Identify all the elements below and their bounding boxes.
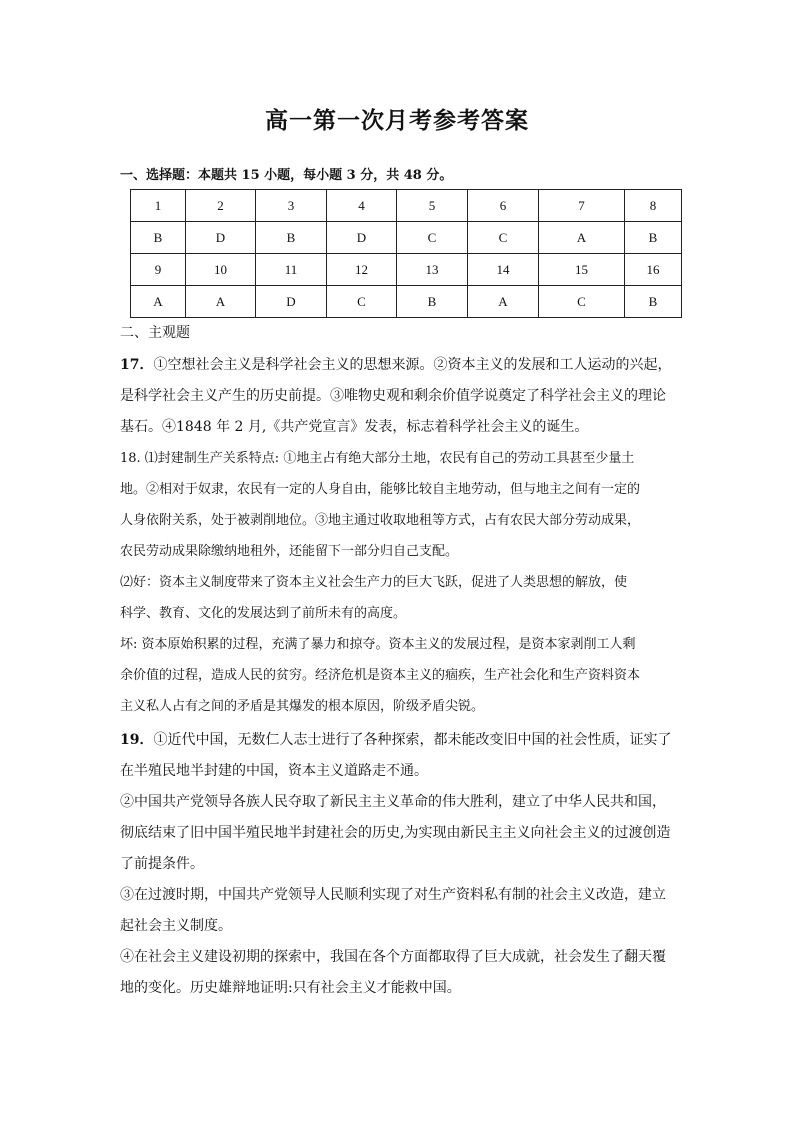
answer-line: ②中国共产党领导各族人民夺取了新民主主义革命的伟大胜利，建立了中华人民共和国， — [120, 794, 666, 810]
answer-line: ③在过渡时期，中国共产党领导人民顺利实现了对生产资料私有制的社会主义改造，建立 — [120, 887, 666, 903]
table-cell: C — [539, 286, 625, 318]
answer-line — [120, 350, 680, 381]
answer-line: 起社会主义制度。 — [120, 918, 232, 934]
table-cell: B — [131, 222, 186, 254]
table-cell: D — [327, 222, 397, 254]
table-cell: 5 — [397, 190, 468, 222]
answer-line: 科学、教育、文化的发展达到了前所未有的高度。 — [120, 606, 407, 621]
table-cell: 11 — [256, 254, 327, 286]
table-cell: 16 — [625, 254, 682, 286]
table-cell: B — [625, 286, 682, 318]
answer-text: ①空想社会主义是科学社会主义的思想来源。②资本主义的发展和工人运动的兴起， — [153, 357, 672, 373]
table-cell: C — [327, 286, 397, 318]
answer-line: 人身依附关系，处于被剥削地位。③地主通过收取地租等方式，占有农民大部分劳动成果， — [120, 513, 641, 528]
table-cell: 2 — [186, 190, 256, 222]
table-cell: 12 — [327, 254, 397, 286]
table-cell: A — [131, 286, 186, 318]
answer-line: 了前提条件。 — [120, 856, 204, 872]
table-cell: A — [186, 286, 256, 318]
section1-heading: 一、选择题：本题共 15 小题，每小题 3 分，共 48 分。 — [120, 168, 453, 183]
page-title: 高一第一次月考参考答案 — [265, 107, 529, 134]
table-cell: 13 — [397, 254, 468, 286]
table-row — [131, 254, 682, 286]
answer-line: 是科学社会主义产生的历史前提。③唯物史观和剩余价值学说奠定了科学社会主义的理论 — [120, 388, 666, 404]
table-cell: B — [625, 222, 682, 254]
table-cell: D — [256, 286, 327, 318]
table-cell: A — [539, 222, 625, 254]
answer-table — [130, 189, 682, 318]
answer-line: 彻底结束了旧中国半殖民地半封建社会的历史,为实现由新民主主义向社会主义的过渡创造 — [120, 825, 671, 841]
question-number: 17． — [120, 357, 154, 373]
answer-line: 地。②相对于奴隶，农民有一定的人身自由，能够比较自主地劳动，但与地主之间有一定的 — [120, 482, 641, 497]
answer-line: 农民劳动成果除缴纳地租外，还能留下一部分归自己支配。 — [120, 544, 459, 559]
table-cell: 9 — [131, 254, 186, 286]
table-row — [131, 222, 682, 254]
table-cell: 15 — [539, 254, 625, 286]
table-cell: A — [468, 286, 539, 318]
table-cell: 1 — [131, 190, 186, 222]
table-cell: B — [397, 286, 468, 318]
answer-line — [120, 725, 680, 756]
answer-line: 坏: 资本原始积累的过程，充满了暴力和掠夺。资本主义的发展过程，是资本家剥削工人剩 — [120, 637, 636, 652]
answer-line: 在半殖民地半封建的中国，资本主义道路走不通。 — [120, 763, 428, 779]
table-cell: 10 — [186, 254, 256, 286]
answer-line: 余价值的过程，造成人民的贫穷。经济危机是资本主义的痼疾，生产社会化和生产资料资本 — [120, 668, 641, 683]
answer-line: ⑵好：资本主义制度带来了资本主义社会生产力的巨大飞跃，促进了人类思想的解放，使 — [120, 575, 628, 590]
table-cell: 3 — [256, 190, 327, 222]
table-cell: 8 — [625, 190, 682, 222]
question-number: 19． — [120, 732, 154, 748]
answer-line: 地的变化。历史雄辩地证明:只有社会主义才能救中国。 — [120, 980, 461, 996]
table-cell: C — [397, 222, 468, 254]
table-cell: 14 — [468, 254, 539, 286]
answer-line: ④在社会主义建设初期的探索中，我国在各个方面都取得了巨大成就，社会发生了翻天覆 — [120, 949, 666, 965]
answer-line: 基石。④1848 年 2 月,《共产党宣言》发表，标志着科学社会主义的诞生。 — [120, 419, 589, 435]
table-cell: D — [186, 222, 256, 254]
table-cell: 4 — [327, 190, 397, 222]
answer-line: 18. ⑴封建制生产关系特点: ①地主占有绝大部分土地，农民有自己的劳动工具甚至少量土 — [120, 451, 635, 466]
answer-text: ①近代中国，无数仁人志士进行了各种探索，都未能改变旧中国的社会性质，证实了 — [153, 732, 672, 748]
table-row — [131, 190, 682, 222]
table-cell: C — [468, 222, 539, 254]
answer-18 — [120, 443, 680, 722]
answer-17 — [120, 350, 680, 443]
table-cell: B — [256, 222, 327, 254]
section2-heading: 二、主观题 — [120, 325, 190, 341]
table-cell: 7 — [539, 190, 625, 222]
answer-19 — [120, 725, 680, 1004]
table-cell: 6 — [468, 190, 539, 222]
answer-line: 主义私人占有之间的矛盾是其爆发的根本原因，阶级矛盾尖锐。 — [120, 699, 485, 714]
table-row — [131, 286, 682, 318]
